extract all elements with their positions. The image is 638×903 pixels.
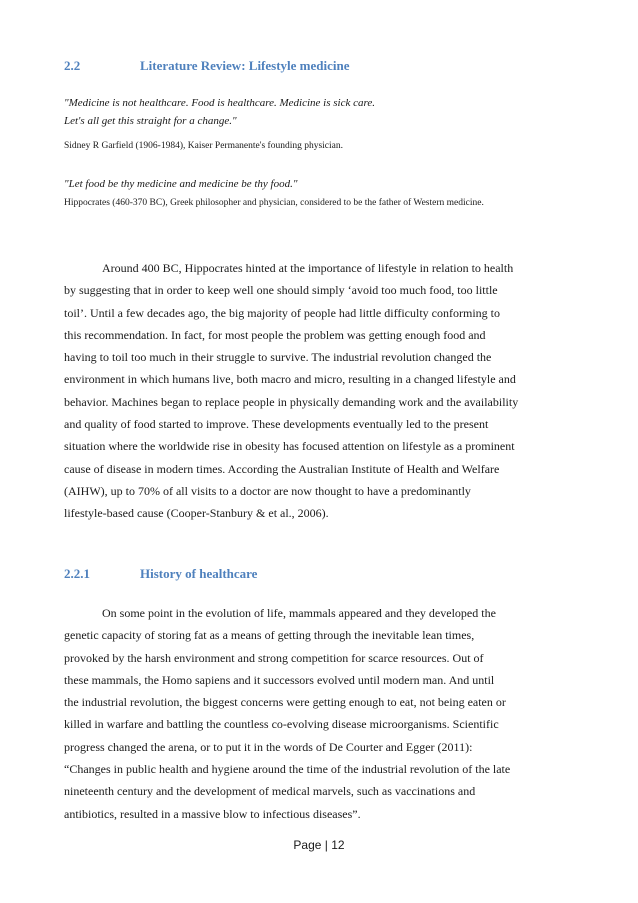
subsection-title: History of healthcare <box>140 566 258 581</box>
body-paragraph <box>64 257 574 525</box>
quote-garfield <box>64 94 584 130</box>
paragraph-line: genetic capacity of storing fat as a means of getting through the inevitable lean times, <box>64 628 475 643</box>
quote-line: Let's all get this straight for a change." <box>64 115 237 127</box>
subsection-number: 2.2.1 <box>64 566 90 581</box>
paragraph-line: environment in which humans live, both macro and micro, resulting in a changed lifestyle and <box>64 372 516 387</box>
quote-attribution: Sidney R Garfield (1906-1984), Kaiser Permanente's founding physician. <box>64 141 343 151</box>
paragraph-line: the industrial revolution, the biggest concerns were getting enough to eat, not being eaten or <box>64 695 506 710</box>
paragraph-line: and quality of food started to improve. These developments eventually led to the present <box>64 417 489 432</box>
paragraph-line: progress changed the arena, or to put it in the words of De Courter and Egger (2011): <box>64 739 473 754</box>
paragraph-line: toil’. Until a few decades ago, the big majority of people had little difficulty conforming to <box>64 305 500 320</box>
paragraph-line: nineteenth century and the development of medical marvels, such as vaccinations and <box>64 784 476 799</box>
paragraph-line: lifestyle-based cause (Cooper-Stanbury & et al., 2006). <box>64 506 329 521</box>
body-paragraph <box>64 602 574 825</box>
paragraph-line: provoked by the harsh environment and strong competition for scarce resources. Out of <box>64 650 484 665</box>
page-number-footer: Page | 12 <box>293 838 345 852</box>
quote-line: "Medicine is not healthcare. Food is healthcare. Medicine is sick care. <box>64 97 376 109</box>
quote-attribution: Hippocrates (460-370 BC), Greek philosopher and physician, considered to be the father of Western medicine. <box>64 198 484 208</box>
paragraph-line: On some point in the evolution of life, mammals appeared and they developed the <box>102 606 496 620</box>
paragraph-line: by suggesting that in order to keep well one should simply ‘avoid too much food, too little <box>64 283 498 298</box>
paragraph-line: killed in warfare and battling the countless co-evolving disease microorganisms. Scientific <box>64 717 499 732</box>
section-number: 2.2 <box>64 58 81 73</box>
paragraph-line: situation where the worldwide rise in obesity has focused attention on lifestyle as a prominent <box>64 439 515 454</box>
section-title: Literature Review: Lifestyle medicine <box>140 58 350 73</box>
paragraph-line: antibiotics, resulted in a massive blow to infectious diseases”. <box>64 806 361 821</box>
paragraph-line: having to toil too much in their struggle to survive. The industrial revolution changed the <box>64 350 492 365</box>
paragraph-line: behavior. Machines began to replace people in physically demanding work and the availability <box>64 394 519 409</box>
quote-hippocrates <box>64 175 584 193</box>
paragraph-line: these mammals, the Homo sapiens and it successors evolved until modern man. And until <box>64 672 495 687</box>
paragraph-line: (AIHW), up to 70% of all visits to a doctor are now thought to have a predominantly <box>64 483 471 498</box>
paragraph-line: cause of disease in modern times. According the Australian Institute of Health and Welfare <box>64 461 500 476</box>
paragraph-line: this recommendation. In fact, for most people the problem was getting enough food and <box>64 327 486 342</box>
paragraph-line: Around 400 BC, Hippocrates hinted at the importance of lifestyle in relation to health <box>102 261 514 275</box>
paragraph-line: “Changes in public health and hygiene around the time of the industrial revolution of the late <box>64 762 511 777</box>
quote-line: "Let food be thy medicine and medicine be thy food." <box>64 178 298 190</box>
